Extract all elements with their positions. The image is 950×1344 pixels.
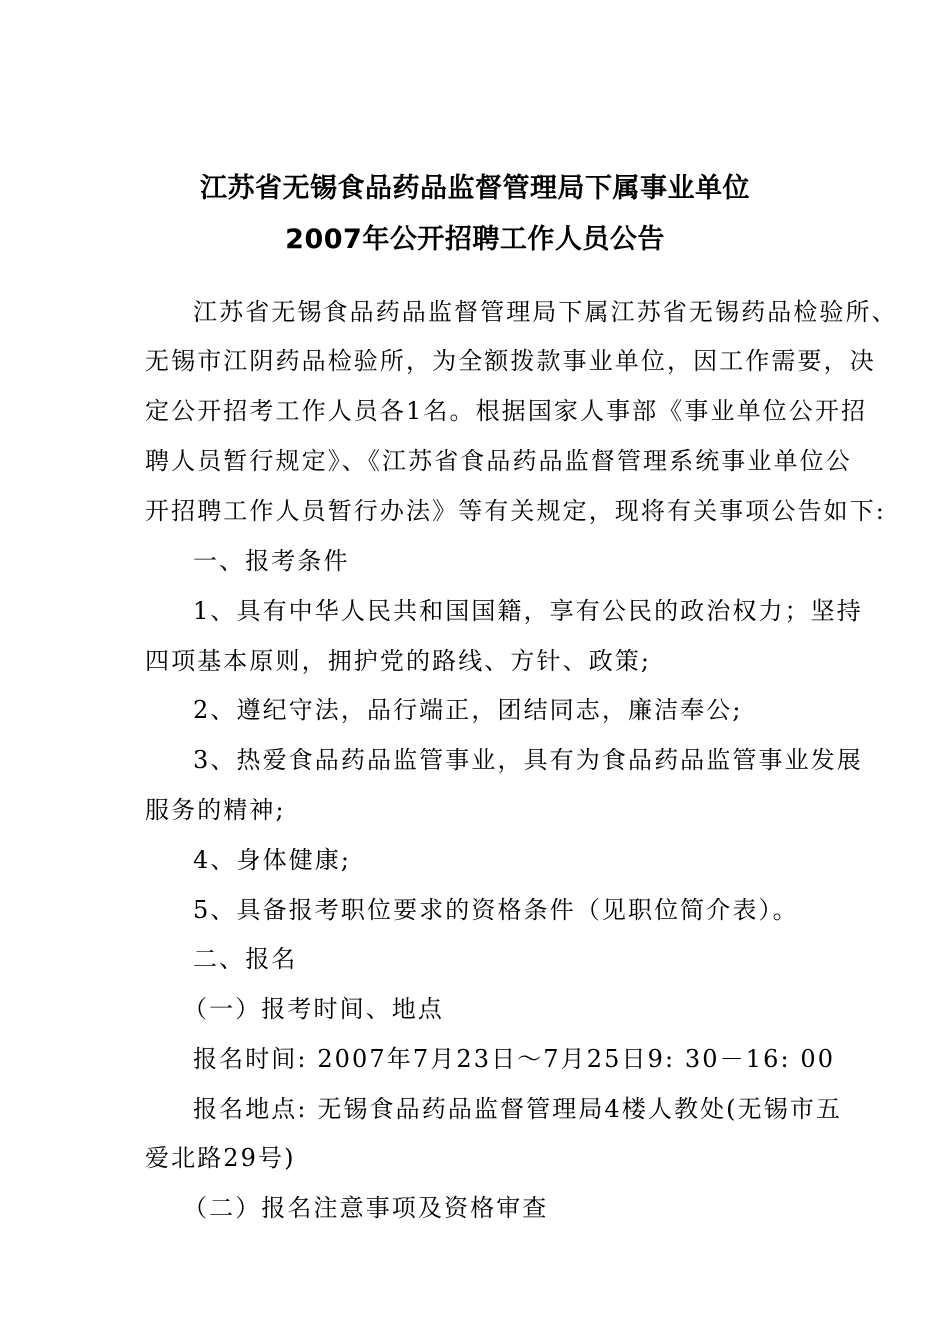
paragraph-line: 无锡市江阴药品检验所，为全额拨款事业单位，因工作需要，决	[145, 347, 876, 375]
paragraph-line: 开招聘工作人员暂行办法》等有关规定，现将有关事项公告如下:	[145, 497, 886, 525]
paragraph-line: 江苏省无锡食品药品监督管理局下属江苏省无锡药品检验所、	[193, 298, 898, 326]
section-heading: 一、报考条件	[193, 547, 350, 575]
paragraph-line: 定公开招考工作人员各1名。根据国家人事部《事业单位公开招	[145, 397, 868, 425]
subsection-heading: （一）报考时间、地点	[183, 995, 444, 1023]
paragraph-line: 3、热爱食品药品监管事业，具有为食品药品监管事业发展	[193, 746, 863, 774]
subsection-heading: （二）报名注意事项及资格审查	[183, 1194, 549, 1222]
paragraph-line: 1、具有中华人民共和国国籍，享有公民的政治权力；坚持	[193, 597, 863, 625]
paragraph-line: 聘人员暂行规定》、《江苏省食品药品监督管理系统事业单位公	[145, 447, 852, 475]
paragraph-line: 四项基本原则，拥护党的路线、方针、政策;	[145, 647, 652, 675]
paragraph-line: 2、遵纪守法，品行端正，团结同志，廉洁奉公;	[193, 696, 743, 724]
section-heading: 二、报名	[193, 945, 298, 973]
paragraph-line: 5、具备报考职位要求的资格条件（见职位简介表）。	[193, 896, 799, 924]
paragraph-line: 爱北路29号)	[145, 1144, 296, 1172]
paragraph-line: 4、身体健康;	[193, 846, 352, 874]
paragraph-line: 报名地点: 无锡食品药品监督管理局4楼人教处(无锡市五	[193, 1095, 843, 1123]
document-title-line-1: 江苏省无锡食品药品监督管理局下属事业单位	[200, 173, 750, 204]
document-title-line-2: 2007年公开招聘工作人员公告	[285, 224, 665, 255]
paragraph-line: 服务的精神;	[145, 796, 286, 824]
paragraph-line: 报名时间: 2007年7月23日～7月25日9: 30－16: 00	[193, 1045, 836, 1073]
